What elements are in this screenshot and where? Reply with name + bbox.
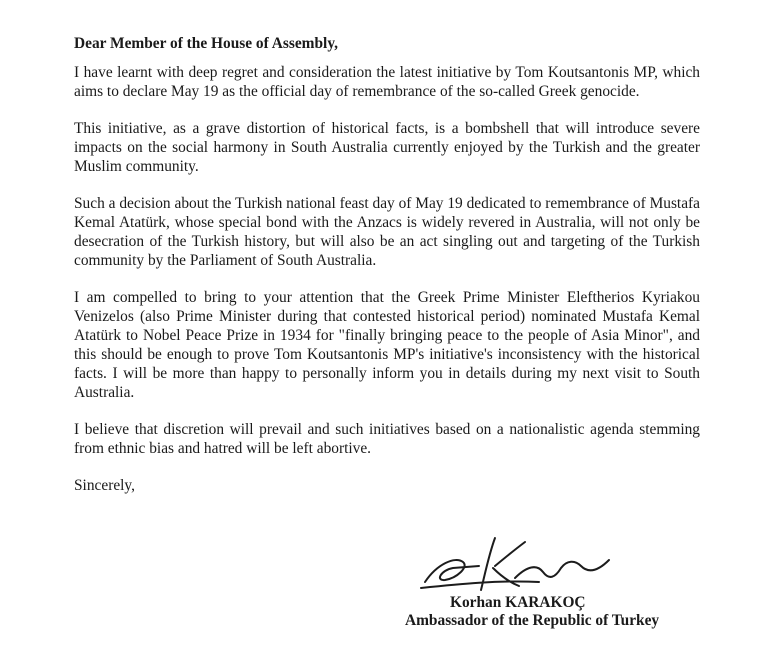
paragraph-2: This initiative, as a grave distortion of historical facts, is a bombshell that will introduce severe impacts on the social harmony in South Australia currently enjoyed by the Turkish and the greater Muslim community.: [74, 120, 700, 175]
paragraph-4: I am compelled to bring to your attention that the Greek Prime Minister Eleftherios Kyriakou Venizelos (also Prime Minister during that contested historical period) nominated Mustafa Kemal Atatürk to Nobel Peace Prize in 1934 for "finally bringing peace to the people of Asia Minor", and this should be enough to prove Tom Koutsantonis MP's initiative's inconsistency with the historical facts. I will be more than happy to personally inform you in details during my next visit to South Australia.: [74, 289, 700, 401]
salutation: Dear Member of the House of Assembly,: [74, 35, 339, 52]
closing: Sincerely,: [74, 477, 135, 494]
signer-title: Ambassador of the Republic of Turkey: [405, 612, 660, 629]
paragraph-3: Such a decision about the Turkish national feast day of May 19 dedicated to remembrance of Mustafa Kemal Atatürk, whose special bond with the Anzacs is widely revered in Australia, will not only be desecration of the Turkish history, but will also be an act singling out and targeting of the Turkish community by the Parliament of South Australia.: [74, 195, 700, 269]
handwritten-signature: [419, 530, 615, 596]
letter-body: [74, 34, 700, 495]
signer-name: Korhan KARAKOÇ: [450, 594, 586, 611]
paragraph-1: I have learnt with deep regret and consideration the latest initiative by Tom Koutsantonis MP, which aims to declare May 19 as the official day of remembrance of the so-called Greek genocide.: [74, 64, 700, 100]
paragraph-5: I believe that discretion will prevail and such initiatives based on a nationalistic agenda stemming from ethnic bias and hatred will be left abortive.: [74, 421, 700, 457]
